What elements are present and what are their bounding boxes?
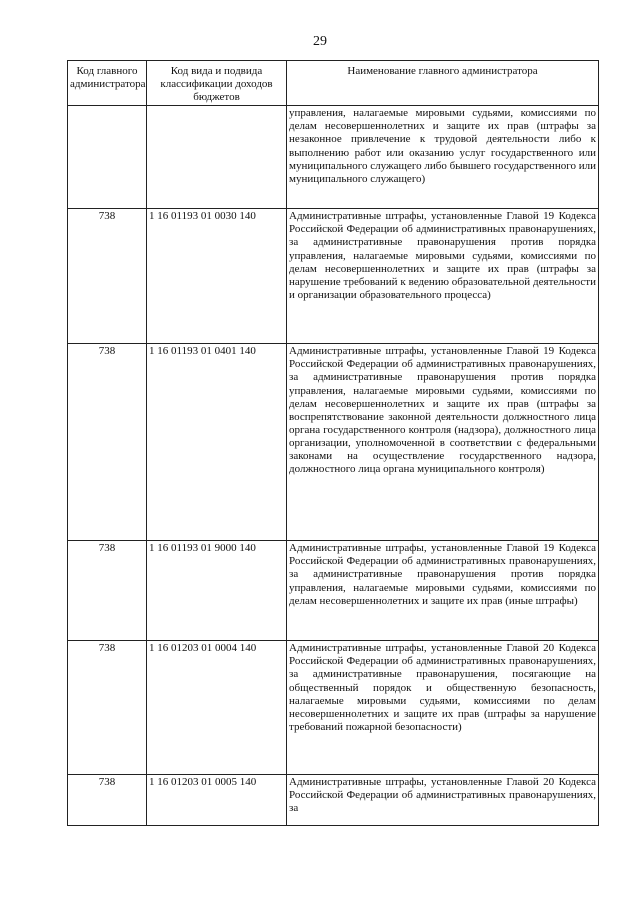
cell-kbk (147, 106, 287, 209)
cell-kbk: 1 16 01203 01 0005 140 (147, 775, 287, 826)
cell-kbk: 1 16 01193 01 0030 140 (147, 209, 287, 344)
header-name: Наименование главного администратора (287, 61, 599, 106)
cell-name: управления, налагаемые мировыми судьями, комиссиями по делам несовершеннолетних и защите их прав (штрафы за незаконное привлечение к трудовой деятельности либо к выполнению работ или оказанию услуг государственного или муниципального служащего либо бывшего государственного или муниципального служащего) (287, 106, 599, 209)
table-header-row (68, 61, 599, 106)
cell-admin-code: 738 (68, 209, 147, 344)
cell-admin-code (68, 106, 147, 209)
cell-kbk: 1 16 01203 01 0004 140 (147, 641, 287, 775)
table-row (68, 344, 599, 541)
header-kbk: Код вида и подвида классификации доходов бюджетов (147, 61, 287, 106)
cell-kbk: 1 16 01193 01 9000 140 (147, 541, 287, 641)
cell-kbk: 1 16 01193 01 0401 140 (147, 344, 287, 541)
table-row (68, 209, 599, 344)
table-row (68, 541, 599, 641)
revenue-admin-table (67, 60, 599, 826)
cell-name: Административные штрафы, установленные Главой 19 Кодекса Российской Федерации об административных правонарушениях, за административные правонарушения против порядка управления, налагаемые мировыми судьями, комиссиями по делам несовершеннолетних и защите их прав (иные штрафы) (287, 541, 599, 641)
cell-name: Административные штрафы, установленные Главой 20 Кодекса Российской Федерации об административных правонарушениях, за административные правонарушения, посягающие на общественный порядок и общественную безопасность, налагаемые мировыми судьями, комиссиями по делам несовершеннолетних и защите их прав (штрафы за нарушение требований пожарной безопасности) (287, 641, 599, 775)
header-admin-code: Код главного администратора (68, 61, 147, 106)
table-row (68, 106, 599, 209)
cell-admin-code: 738 (68, 541, 147, 641)
cell-admin-code: 738 (68, 344, 147, 541)
cell-name: Административные штрафы, установленные Главой 19 Кодекса Российской Федерации об административных правонарушениях, за административные правонарушения против порядка управления, налагаемые мировыми судьями, комиссиями по делам несовершеннолетних и защите их прав (штрафы за воспрепятствование законной деятельности должностного лица органа государственного контроля (надзора), должностного лица организации, уполномоченной в соответствии с федеральными законами на осуществление государственного надзора, должностного лица органа муниципального контроля) (287, 344, 599, 541)
cell-admin-code: 738 (68, 641, 147, 775)
cell-name: Административные штрафы, установленные Главой 19 Кодекса Российской Федерации об административных правонарушениях, за административные правонарушения против порядка управления, налагаемые мировыми судьями, комиссиями по делам несовершеннолетних и защите их прав (штрафы за нарушение требований к ведению образовательной деятельности и организации образовательного процесса) (287, 209, 599, 344)
cell-admin-code: 738 (68, 775, 147, 826)
table-row (68, 775, 599, 826)
cell-name: Административные штрафы, установленные Главой 20 Кодекса Российской Федерации об административных правонарушениях, за (287, 775, 599, 826)
page-number: 29 (313, 34, 327, 49)
table-row (68, 641, 599, 775)
